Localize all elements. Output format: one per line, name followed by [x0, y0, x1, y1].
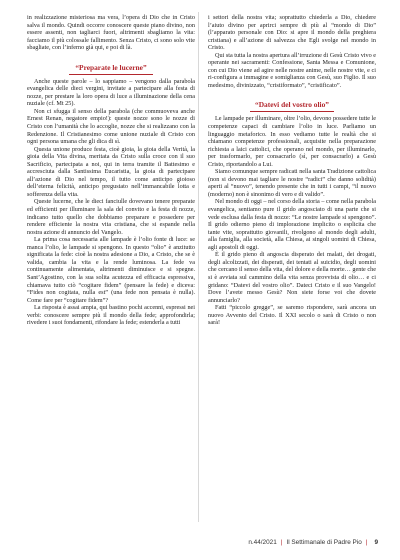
- right-column: [208, 14, 376, 327]
- body-paragraph: La prima cosa necessaria alle lampade è l’olio fonte di luce: se manca l’olio, le lampade si spengono. In questo “olio” è anzitutto significata la fede: cioè la nostra adesione a Dio, a Cristo, che se è valida, cambia la vita e la rende luminosa. La fede va continuamente alimentata, altrimenti diminuisce e si spegne. Sant’Agostino, con la sua solita acutezza ed efficacia espressiva, chiamava tutto ciò “cogitare fidem” (pensare la fede) e diceva: “Fides non cogitata, nulla est” (una fede non pensata è nulla). Come fare per “cogitare fidem”?: [27, 236, 195, 304]
- body-paragraph: Le lampade per illuminare, oltre l’olio, devono possedere tutte le competenze capaci di cambiare l’olio in luce. Parliamo un linguaggio metaforico. In esso vediamo tutte le realtà che si chiamano competenze professionali, acquisite nella preparazione richiesta a laici cattolici, che operano nel mondo, per illuminarlo, per trasformarlo, per consacrarlo (sì, per consacrarlo) a Gesù Cristo, riportandolo a Lui.: [208, 115, 376, 168]
- publication-name: Il Settimanale di Padre Pio: [286, 539, 362, 546]
- body-paragraph: Anche queste parole – lo sappiamo – vengono dalla parabola evangelica delle dieci vergini, invitate a partecipare alla festa di nozze, per prestare la loro opera di luce a illuminazione della cena nuziale (cf. Mt 25).: [27, 77, 195, 108]
- body-paragraph: Questa unione produce festa, cioè gioia, la gioia della Verità, la gioia della Vita divina, meritata da Cristo sulla croce con il suo Sacrificio, partecipata a noi, qui in terra tramite il Battesimo e accresciuta dalla Santissima Eucaristia, la gioia di partecipare all’azione di Dio nel tempo, il tutto come anticipo gioioso dell’eterna felicità, anticipo pregustato nell’immancabile lotta e sofferenza della vita.: [27, 145, 195, 198]
- heading-underline: [69, 74, 153, 75]
- section-heading-lucerne: [27, 63, 195, 72]
- footer-separator: |: [365, 539, 368, 546]
- heading-underline: [250, 111, 334, 112]
- column-divider: [198, 12, 199, 522]
- heading-text: “Preparate le lucerne”: [75, 62, 147, 72]
- section-heading-olio: [208, 100, 376, 109]
- body-paragraph: La risposta è assai ampia, qui bastino pochi accenni, espressi nei verbi: conoscere sempre più il mondo della fede; approfondirla; rivedere i suoi fondamenti, rifondare la fede; estenderla a tutti: [27, 304, 195, 327]
- footer-separator: |: [280, 539, 283, 546]
- body-paragraph: i settori della nostra vita; soprattutto chiederla a Dio, chiedere l’aiuto divino per aprirci sempre di più al “mondo di Dio” (l’apparato personale con Dio: si apre il mondo della preghiera cristiana) e all’azione di salvezza che Egli svolge nel mondo in Cristo.: [208, 14, 376, 52]
- heading-text: “Datevi del vostro olio”: [255, 100, 329, 110]
- body-paragraph: in realizzazione misteriosa ma vera, l’opera di Dio che in Cristo salva il mondo. Quindi occorre conoscere queste piano divino, non essere assenti, non tagliarci fuori, altrimenti sbagliamo la vita: facciamo il più colossale fallimento. Senza Cristo, ci sono solo vite sbagliate, con l’inferno già qui, e poi di là.: [27, 14, 195, 52]
- body-paragraph: Queste lucerne, che le dieci fanciulle dovevano tenere preparate ed efficienti per illuminare la sala del convito e la festa di nozze, indicano tutto quello che dobbiamo preparare e possedere per rendere efficiente la nostra vita cristiana, che si espande nella nostra azione di annuncio del Vangelo.: [27, 198, 195, 236]
- body-paragraph: Nel mondo di oggi – nel corso della storia – come nella parabola evangelica, sentiamo pure il grido angosciato di una parte che si vede esclusa dalla festa di nozze: “Le nostre lampade si spengono”. Il grido odierno pieno di implorazione implicito o esplicita che tante vite, soprattutto giovanili, rivolgono al mondo degli adulti, alla famiglia, alla società, alla Chiesa, ai singoli uomini di Chiesa, agli apostoli di oggi.: [208, 198, 376, 251]
- page-number: 9: [374, 539, 378, 546]
- body-paragraph: È il grido pieno di angoscia disperato dei malati, dei drogati, degli alcolizzati, dei disperati, dei tentati al suicidio, degli uomini che cercano il senso della vita, del dolore e della morte… gente che si è avviata sul cammino della vita senza provvista di olio… e ci gridano: “Datevi del vostro olio”. Dateci Cristo e il suo Vangelo! Dove l’avete messo Gesù? Non siete forse voi che dovete annunciarlo?: [208, 251, 376, 304]
- body-paragraph: Non ci sfugga il senso della parabola (che commuoveva anche Ernest Renan, negatore empio!): queste nozze sono le nozze di Cristo con l’umanità che lo accoglie, nozze che si realizzano con la Redenzione. Il Cristianesimo come unione nuziale di Cristo con ogni persona umana che gli dica di sì.: [27, 107, 195, 146]
- page-footer: [0, 539, 378, 546]
- body-paragraph: Qui sta tutta la nostra apertura all’irruzione di Gesù Cristo vivo e operante nei sacramenti: Confessione, Santa Messa e Comunione, con cui Dio viene ad agire nelle nostre anime, nelle nostre vite, e ci ri-configura a immagine e somiglianza con Gesù, suo Figlio. Il suo medesimo, divinizzato, “cristiformato”, “cristificato”.: [208, 51, 377, 89]
- issue-number: n.44/2021: [248, 539, 277, 546]
- body-paragraph: Fatti “piccolo gregge”, se saremo rispondere, sarà ancora un nuovo Avvento del Cristo. Il XXI secolo o sarà di Cristo o non sarà!: [208, 304, 376, 327]
- body-paragraph: Siamo comunque sempre radicati nella santa Tradizione cattolica (non si devono mai tagliare le nostre “radici” che danno solidità) aperti al “nuovo”, tenendo presente che in tutti i campi, “il nuovo (moderno) non è sinonimo di vero e di valido”.: [208, 168, 376, 198]
- left-column: [27, 14, 195, 327]
